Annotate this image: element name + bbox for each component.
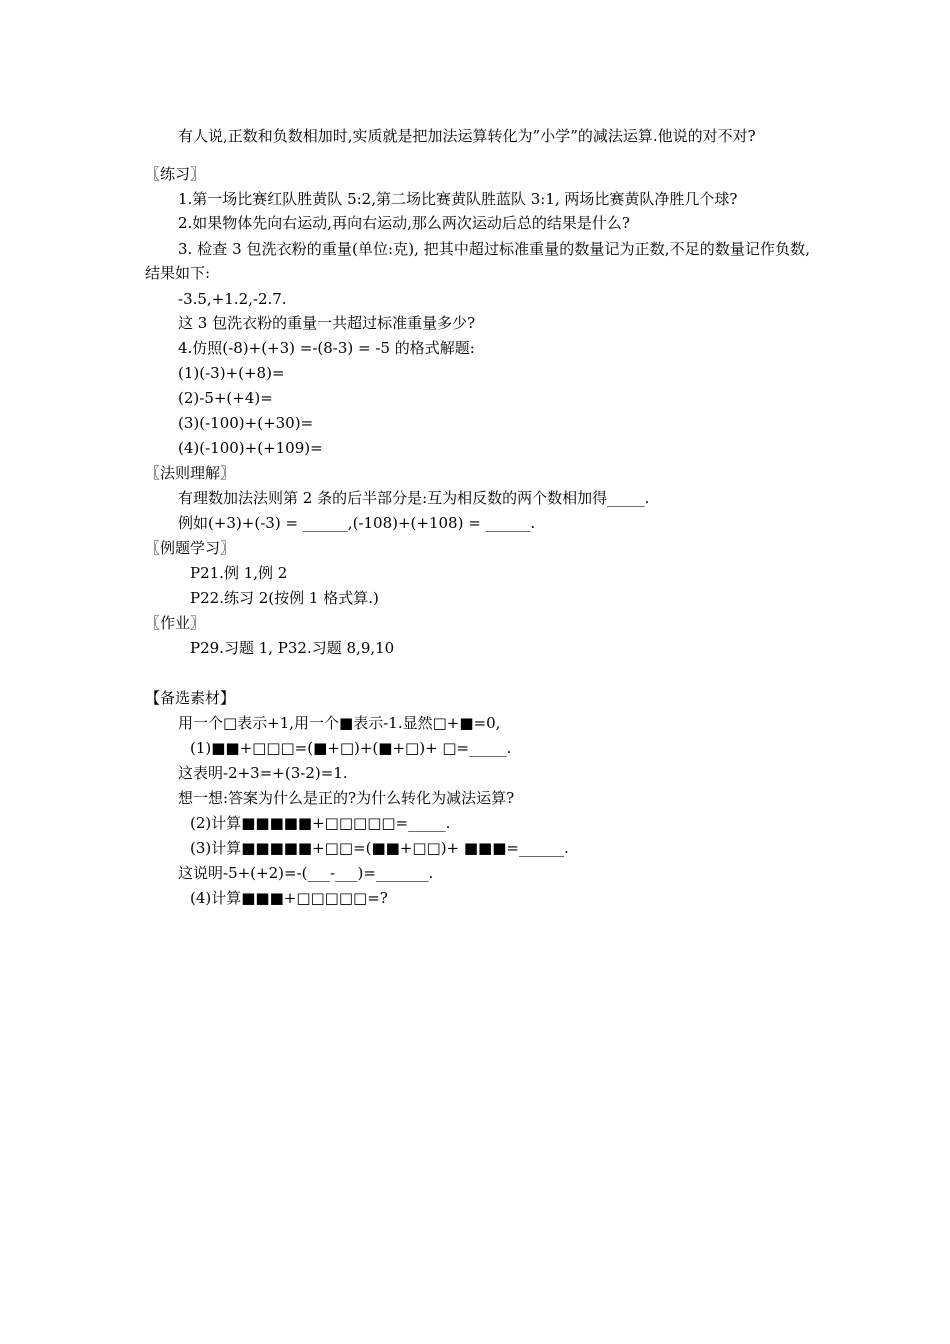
practice-item-4-1: (1)(-3)+(+8)= (178, 364, 285, 382)
extra-line-3: 这表明-2+3=+(3-2)=1. (178, 764, 348, 782)
intro-paragraph: 有人说,正数和负数相加时,实质就是把加法运算转化为”小学”的减法运算.他说的对不对? (178, 127, 756, 145)
practice-item-3-data: -3.5,+1.2,-2.7. (178, 290, 287, 308)
practice-item-4-4: (4)(-100)+(+109)= (178, 439, 323, 457)
example-line-1: P21.例 1,例 2 (190, 564, 288, 582)
homework-heading: 〖作业〗 (145, 614, 206, 632)
homework-line-1: P29.习题 1, P32.习题 8,9,10 (190, 639, 395, 657)
rule-line-1: 有理数加法法则第 2 条的后半部分是:互为相反数的两个数相加得_____. (178, 489, 650, 507)
practice-item-4-2: (2)-5+(+4)= (178, 389, 273, 407)
extra-line-5: (2)计算■■■■■+□□□□□=_____. (190, 814, 451, 832)
practice-item-4-3: (3)(-100)+(+30)= (178, 414, 314, 432)
practice-item-2: 2.如果物体先向右运动,再向右运动,那么两次运动后总的结果是什么? (178, 214, 630, 232)
rule-line-2: 例如(+3)+(-3) = ______,(-108)+(+108) = ______. (178, 514, 536, 532)
extra-line-8: (4)计算■■■+□□□□□=? (190, 889, 388, 907)
extra-line-6: (3)计算■■■■■+□□=(■■+□□)+ ■■■=______. (190, 839, 569, 857)
practice-item-1: 1.第一场比赛红队胜黄队 5:2,第二场比赛黄队胜蓝队 3:1, 两场比赛黄队净胜几个球? (178, 190, 738, 208)
example-line-2: P22.练习 2(按例 1 格式算.) (190, 589, 379, 607)
extra-line-1: 用一个□表示+1,用一个■表示-1.显然□+■=0, (178, 714, 501, 732)
extra-line-7: 这说明-5+(+2)=-(___-___)=_______. (178, 864, 434, 882)
practice-heading: 〖练习〗 (145, 165, 206, 183)
practice-item-3-question: 这 3 包洗衣粉的重量一共超过标准重量多少? (178, 314, 476, 332)
extra-line-4: 想一想:答案为什么是正的?为什么转化为减法运算? (178, 789, 515, 807)
practice-item-4: 4.仿照(-8)+(+3) =-(8-3) = -5 的格式解题: (178, 339, 475, 357)
example-heading: 〖例题学习〗 (145, 539, 236, 557)
practice-item-3: 3. 检查 3 包洗衣粉的重量(单位:克), 把其中超过标准重量的数量记为正数,不足的数量记作负数,结果如下: (145, 240, 810, 282)
extra-line-2: (1)■■+□□□=(■+□)+(■+□)+ □=_____. (190, 739, 512, 757)
rule-heading: 〖法则理解〗 (145, 464, 236, 482)
extra-heading: 【备选素材】 (145, 689, 236, 707)
